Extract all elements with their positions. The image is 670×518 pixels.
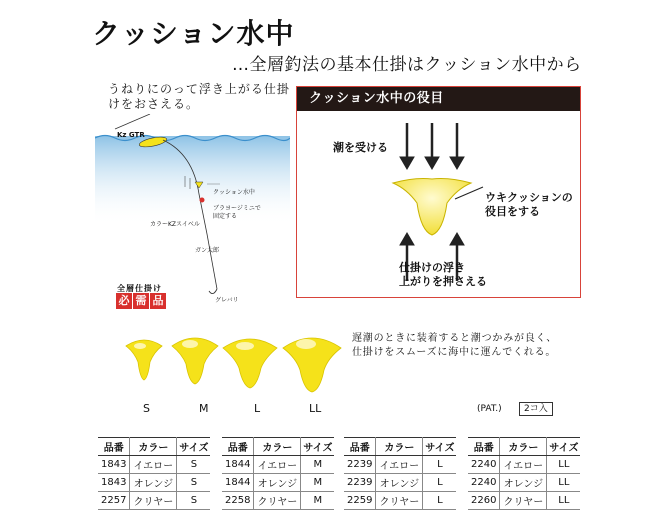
cell-color: クリヤー: [376, 492, 423, 510]
description-line: 仕掛けをスムーズに海中に運んでくれる。: [352, 347, 557, 358]
page-subtitle: …全層釣法の基本仕掛はクッション水中から: [232, 55, 582, 75]
required-badge: [116, 293, 166, 309]
header-color: カラー: [254, 438, 301, 456]
diagram-label-swivel: カラーKZスイベル: [150, 221, 200, 228]
table-row: [222, 456, 334, 474]
cell-size: LL: [547, 474, 581, 492]
cell-code: 1844: [222, 474, 254, 492]
cell-color: オレンジ: [376, 474, 423, 492]
table-row: [468, 474, 580, 492]
hook-icon: [209, 289, 217, 294]
table-row: [98, 474, 210, 492]
role-heading: クッション水中の役目: [297, 87, 580, 111]
cell-color: オレンジ: [254, 474, 301, 492]
cell-color: クリヤー: [254, 492, 301, 510]
diagram-label-cushion: クッション水中: [213, 189, 255, 196]
cell-size: S: [177, 492, 211, 510]
cell-code: 1843: [98, 474, 130, 492]
cell-color: オレンジ: [500, 474, 547, 492]
cell-size: LL: [547, 456, 581, 474]
cell-size: L: [423, 474, 457, 492]
cell-size: M: [301, 456, 335, 474]
header-code: 品番: [222, 438, 254, 456]
cell-color: クリヤー: [130, 492, 177, 510]
cell-code: 2239: [344, 474, 376, 492]
diagram-label-hook: グレバリ: [215, 297, 239, 304]
cell-code: 2259: [344, 492, 376, 510]
cell-code: 2240: [468, 474, 500, 492]
diagram-label-guntaro: ガン太郎: [195, 247, 220, 254]
diagram-label-brayoji: ブラヨージミニで: [213, 205, 261, 212]
table-row: [98, 492, 210, 510]
badge-caption: 全層仕掛け: [117, 284, 162, 293]
label-suppress-1: 仕掛けの浮き: [399, 261, 465, 274]
swivel-icon: [200, 198, 205, 203]
cell-size: L: [423, 456, 457, 474]
size-label-s: S: [143, 402, 150, 415]
spec-table-ll: [468, 437, 580, 510]
cell-color: イエロー: [500, 456, 547, 474]
header-size: サイズ: [423, 438, 457, 456]
label-suppress-2: 上がりを押さえる: [399, 275, 487, 288]
product-description: [352, 332, 557, 360]
cell-code: 2240: [468, 456, 500, 474]
header-size: サイズ: [177, 438, 211, 456]
cell-color: オレンジ: [130, 474, 177, 492]
table-row: [344, 474, 456, 492]
label-receive-current: 潮を受ける: [333, 141, 388, 154]
cell-code: 2239: [344, 456, 376, 474]
role-panel: [296, 86, 581, 298]
cushion-m-image: [166, 328, 224, 392]
spec-table-s: [98, 437, 210, 510]
header-color: カラー: [500, 438, 547, 456]
cell-color: イエロー: [130, 456, 177, 474]
spec-table-l: [344, 437, 456, 510]
spec-table-m: [222, 437, 334, 510]
diagram-label-fix: 固定する: [213, 213, 238, 220]
cushion-ll-image: [280, 326, 344, 398]
table-row: [468, 456, 580, 474]
table-row: [222, 492, 334, 510]
header-size: サイズ: [547, 438, 581, 456]
float-label: Kz GTR: [117, 131, 145, 139]
header-code: 品番: [98, 438, 130, 456]
header-code: 品番: [468, 438, 500, 456]
header-code: 品番: [344, 438, 376, 456]
cell-code: 1844: [222, 456, 254, 474]
badge-char: 必: [116, 293, 132, 309]
diagram-caption: うねりにのって浮き上がる仕掛けをおさえる。: [108, 82, 290, 111]
header-color: カラー: [376, 438, 423, 456]
size-label-m: M: [199, 402, 209, 415]
cell-code: 2260: [468, 492, 500, 510]
cell-size: M: [301, 474, 335, 492]
cell-code: 1843: [98, 456, 130, 474]
cell-size: L: [423, 492, 457, 510]
table-row: [468, 492, 580, 510]
table-row: [98, 456, 210, 474]
cell-size: LL: [547, 492, 581, 510]
cell-size: M: [301, 492, 335, 510]
table-row: [344, 456, 456, 474]
cell-color: イエロー: [254, 456, 301, 474]
badge-char: 品: [150, 293, 166, 309]
cushion-s-image: [120, 332, 170, 392]
header-color: カラー: [130, 438, 177, 456]
cell-size: S: [177, 474, 211, 492]
page-title: クッション水中: [92, 17, 295, 50]
cell-code: 2258: [222, 492, 254, 510]
cell-color: イエロー: [376, 456, 423, 474]
cell-size: S: [177, 456, 211, 474]
size-label-l: L: [254, 402, 261, 415]
header-size: サイズ: [301, 438, 335, 456]
cell-code: 2257: [98, 492, 130, 510]
badge-char: 需: [133, 293, 149, 309]
table-row: [344, 492, 456, 510]
label-cushion-role-1: ウキクッションの: [485, 191, 573, 204]
label-cushion-role-2: 役目をする: [485, 205, 540, 218]
patent-label: (PAT.): [477, 404, 502, 414]
cushion-l-image: [219, 328, 281, 394]
table-row: [222, 474, 334, 492]
cushion-shape-icon: [393, 179, 471, 236]
size-label-ll: LL: [309, 402, 322, 415]
down-arrows: [400, 123, 464, 169]
float-leader-line: [115, 114, 150, 129]
pack-count-badge: 2コ入: [519, 402, 553, 416]
description-line: 遅潮のときに装着すると潮つかみが良く、: [352, 333, 557, 344]
cell-color: クリヤー: [500, 492, 547, 510]
